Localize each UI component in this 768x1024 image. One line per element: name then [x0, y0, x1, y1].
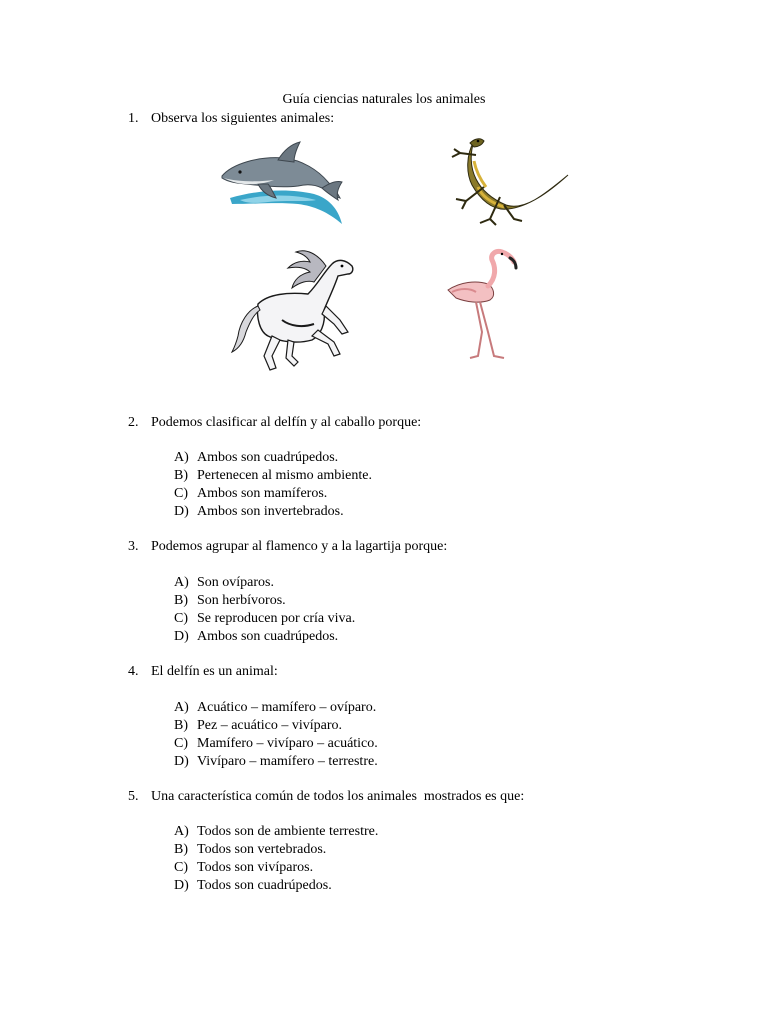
question-text: El delfín es un animal:	[151, 664, 278, 679]
options-q4	[174, 699, 378, 771]
option-letter: B)	[174, 718, 188, 733]
question-number: 5.	[128, 789, 139, 804]
page-title: Guía ciencias naturales los animales	[282, 92, 486, 107]
option-text: Pertenecen al mismo ambiente.	[197, 468, 372, 483]
option-b[interactable]	[174, 841, 378, 859]
question-5	[128, 788, 524, 806]
option-a[interactable]	[174, 449, 372, 467]
question-number: 2.	[128, 415, 139, 430]
option-letter: C)	[174, 486, 188, 501]
option-d[interactable]	[174, 753, 378, 771]
option-c[interactable]	[174, 859, 378, 877]
option-letter: D)	[174, 629, 189, 644]
option-text: Pez – acuático – vivíparo.	[197, 718, 343, 733]
option-c[interactable]	[174, 610, 355, 628]
option-letter: C)	[174, 736, 188, 751]
horse-illustration	[228, 244, 358, 374]
option-text: Son ovíparos.	[197, 575, 274, 590]
option-letter: A)	[174, 450, 189, 465]
question-number: 1.	[128, 111, 139, 126]
option-c[interactable]	[174, 735, 378, 753]
option-text: Se reproducen por cría viva.	[197, 611, 356, 626]
options-q3	[174, 574, 355, 646]
option-letter: A)	[174, 824, 189, 839]
option-text: Ambos son cuadrúpedos.	[197, 450, 339, 465]
option-c[interactable]	[174, 485, 372, 503]
question-text: Podemos clasificar al delfín y al caballo porque:	[151, 415, 422, 430]
option-letter: C)	[174, 611, 188, 626]
option-text: Mamífero – vivíparo – acuático.	[197, 736, 378, 751]
option-text: Ambos son mamíferos.	[197, 486, 328, 501]
option-letter: B)	[174, 842, 188, 857]
option-text: Son herbívoros.	[197, 593, 286, 608]
option-b[interactable]	[174, 592, 355, 610]
question-number: 4.	[128, 664, 139, 679]
option-d[interactable]	[174, 503, 372, 521]
question-text: Observa los siguientes animales:	[151, 111, 335, 126]
option-a[interactable]	[174, 699, 378, 717]
question-text: Podemos agrupar al flamenco y a la lagartija porque:	[151, 539, 448, 554]
question-2	[128, 414, 421, 432]
option-a[interactable]	[174, 823, 378, 841]
flamingo-illustration	[436, 248, 546, 362]
option-text: Ambos son cuadrúpedos.	[197, 629, 339, 644]
option-text: Acuático – mamífero – ovíparo.	[197, 700, 377, 715]
question-3	[128, 538, 447, 556]
option-a[interactable]	[174, 574, 355, 592]
question-4	[128, 663, 278, 681]
option-b[interactable]	[174, 467, 372, 485]
option-d[interactable]	[174, 877, 378, 895]
option-letter: B)	[174, 468, 188, 483]
option-letter: D)	[174, 504, 189, 519]
option-text: Vivíparo – mamífero – terrestre.	[197, 754, 378, 769]
option-letter: B)	[174, 593, 188, 608]
dolphin-illustration	[218, 138, 344, 228]
option-letter: A)	[174, 700, 189, 715]
options-q5	[174, 823, 378, 895]
option-text: Ambos son invertebrados.	[197, 504, 344, 519]
option-text: Todos son vertebrados.	[197, 842, 327, 857]
option-letter: D)	[174, 878, 189, 893]
option-letter: D)	[174, 754, 189, 769]
lizard-illustration	[444, 135, 570, 227]
option-text: Todos son de ambiente terrestre.	[197, 824, 379, 839]
option-d[interactable]	[174, 628, 355, 646]
option-text: Todos son cuadrúpedos.	[197, 878, 332, 893]
options-q2	[174, 449, 372, 521]
question-1	[128, 110, 334, 128]
question-number: 3.	[128, 539, 139, 554]
option-letter: A)	[174, 575, 189, 590]
option-text: Todos son vivíparos.	[197, 860, 314, 875]
option-b[interactable]	[174, 717, 378, 735]
question-text: Una característica común de todos los animales mostrados es que:	[151, 789, 525, 804]
option-letter: C)	[174, 860, 188, 875]
